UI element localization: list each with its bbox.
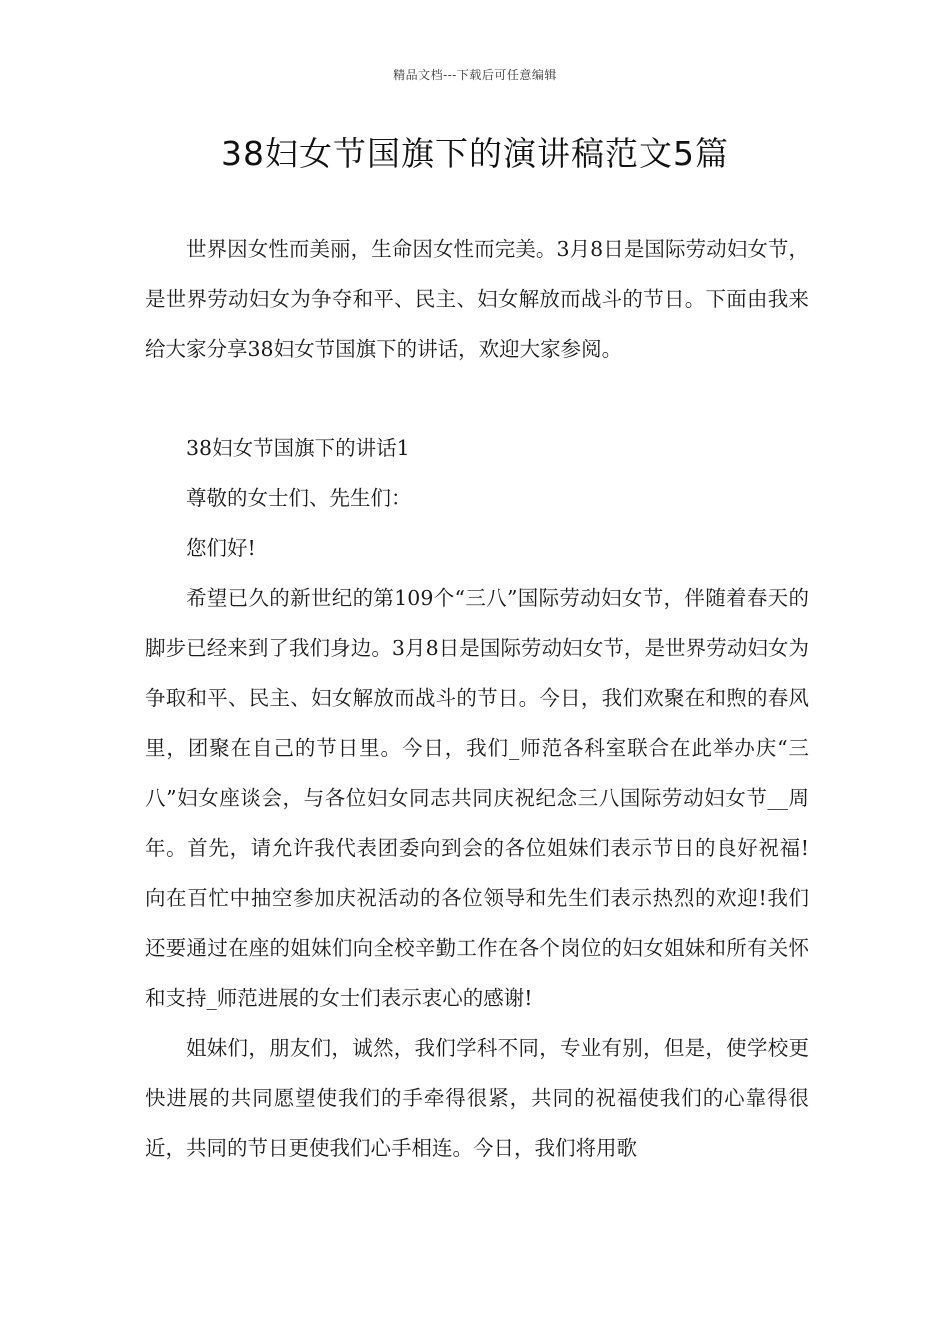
- page-title: 38妇女节国旗下的演讲稿范文5篇: [221, 134, 729, 173]
- greeting: 您们好!: [186, 536, 256, 560]
- body-paragraph-2: 姐妹们，朋友们，诚然，我们学科不同，专业有别，但是，使学校更快进展的共同愿望使我们的手牵得很紧，共同的祝福使我们的心靠得很近，共同的节日更使我们心手相连。今日，我们将用歌: [145, 1036, 809, 1160]
- document-body: [145, 224, 809, 1173]
- salutation: 尊敬的女士们、先生们：: [186, 486, 412, 510]
- section-spacer: [145, 374, 809, 423]
- body-paragraph-1: 希望已久的新世纪的第109个“三八”国际劳动妇女节，伴随着春天的脚步已经来到了我们身边。3月8日是国际劳动妇女节，是世界劳动妇女为争取和平、民主、妇女解放而战斗的节日。今日，我们欢聚在和煦的春风里，团聚在自己的节日里。今日，我们_师范各科室联合在此举办庆“三八”妇女座谈会，与各位妇女同志共同庆祝纪念三八国际劳动妇女节__周年。首先，请允许我代表团委向到会的各位姐妹们表示节日的良好祝福!向在百忙中抽空参加庆祝活动的各位领导和先生们表示热烈的欢迎!我们还要通过在座的姐妹们向全校辛勤工作在各个岗位的妇女姐妹和所有关怀和支持_师范进展的女士们表示衷心的感谢!: [145, 586, 809, 1010]
- intro-paragraph: 世界因女性而美丽，生命因女性而完美。3月8日是国际劳动妇女节，是世界劳动妇女为争夺和平、民主、妇女解放而战斗的节日。下面由我来给大家分享38妇女节国旗下的讲话，欢迎大家参阅。: [145, 237, 809, 361]
- section-heading: 38妇女节国旗下的讲话1: [186, 436, 410, 460]
- header-note: 精品文档---下载后可任意编辑: [393, 68, 557, 82]
